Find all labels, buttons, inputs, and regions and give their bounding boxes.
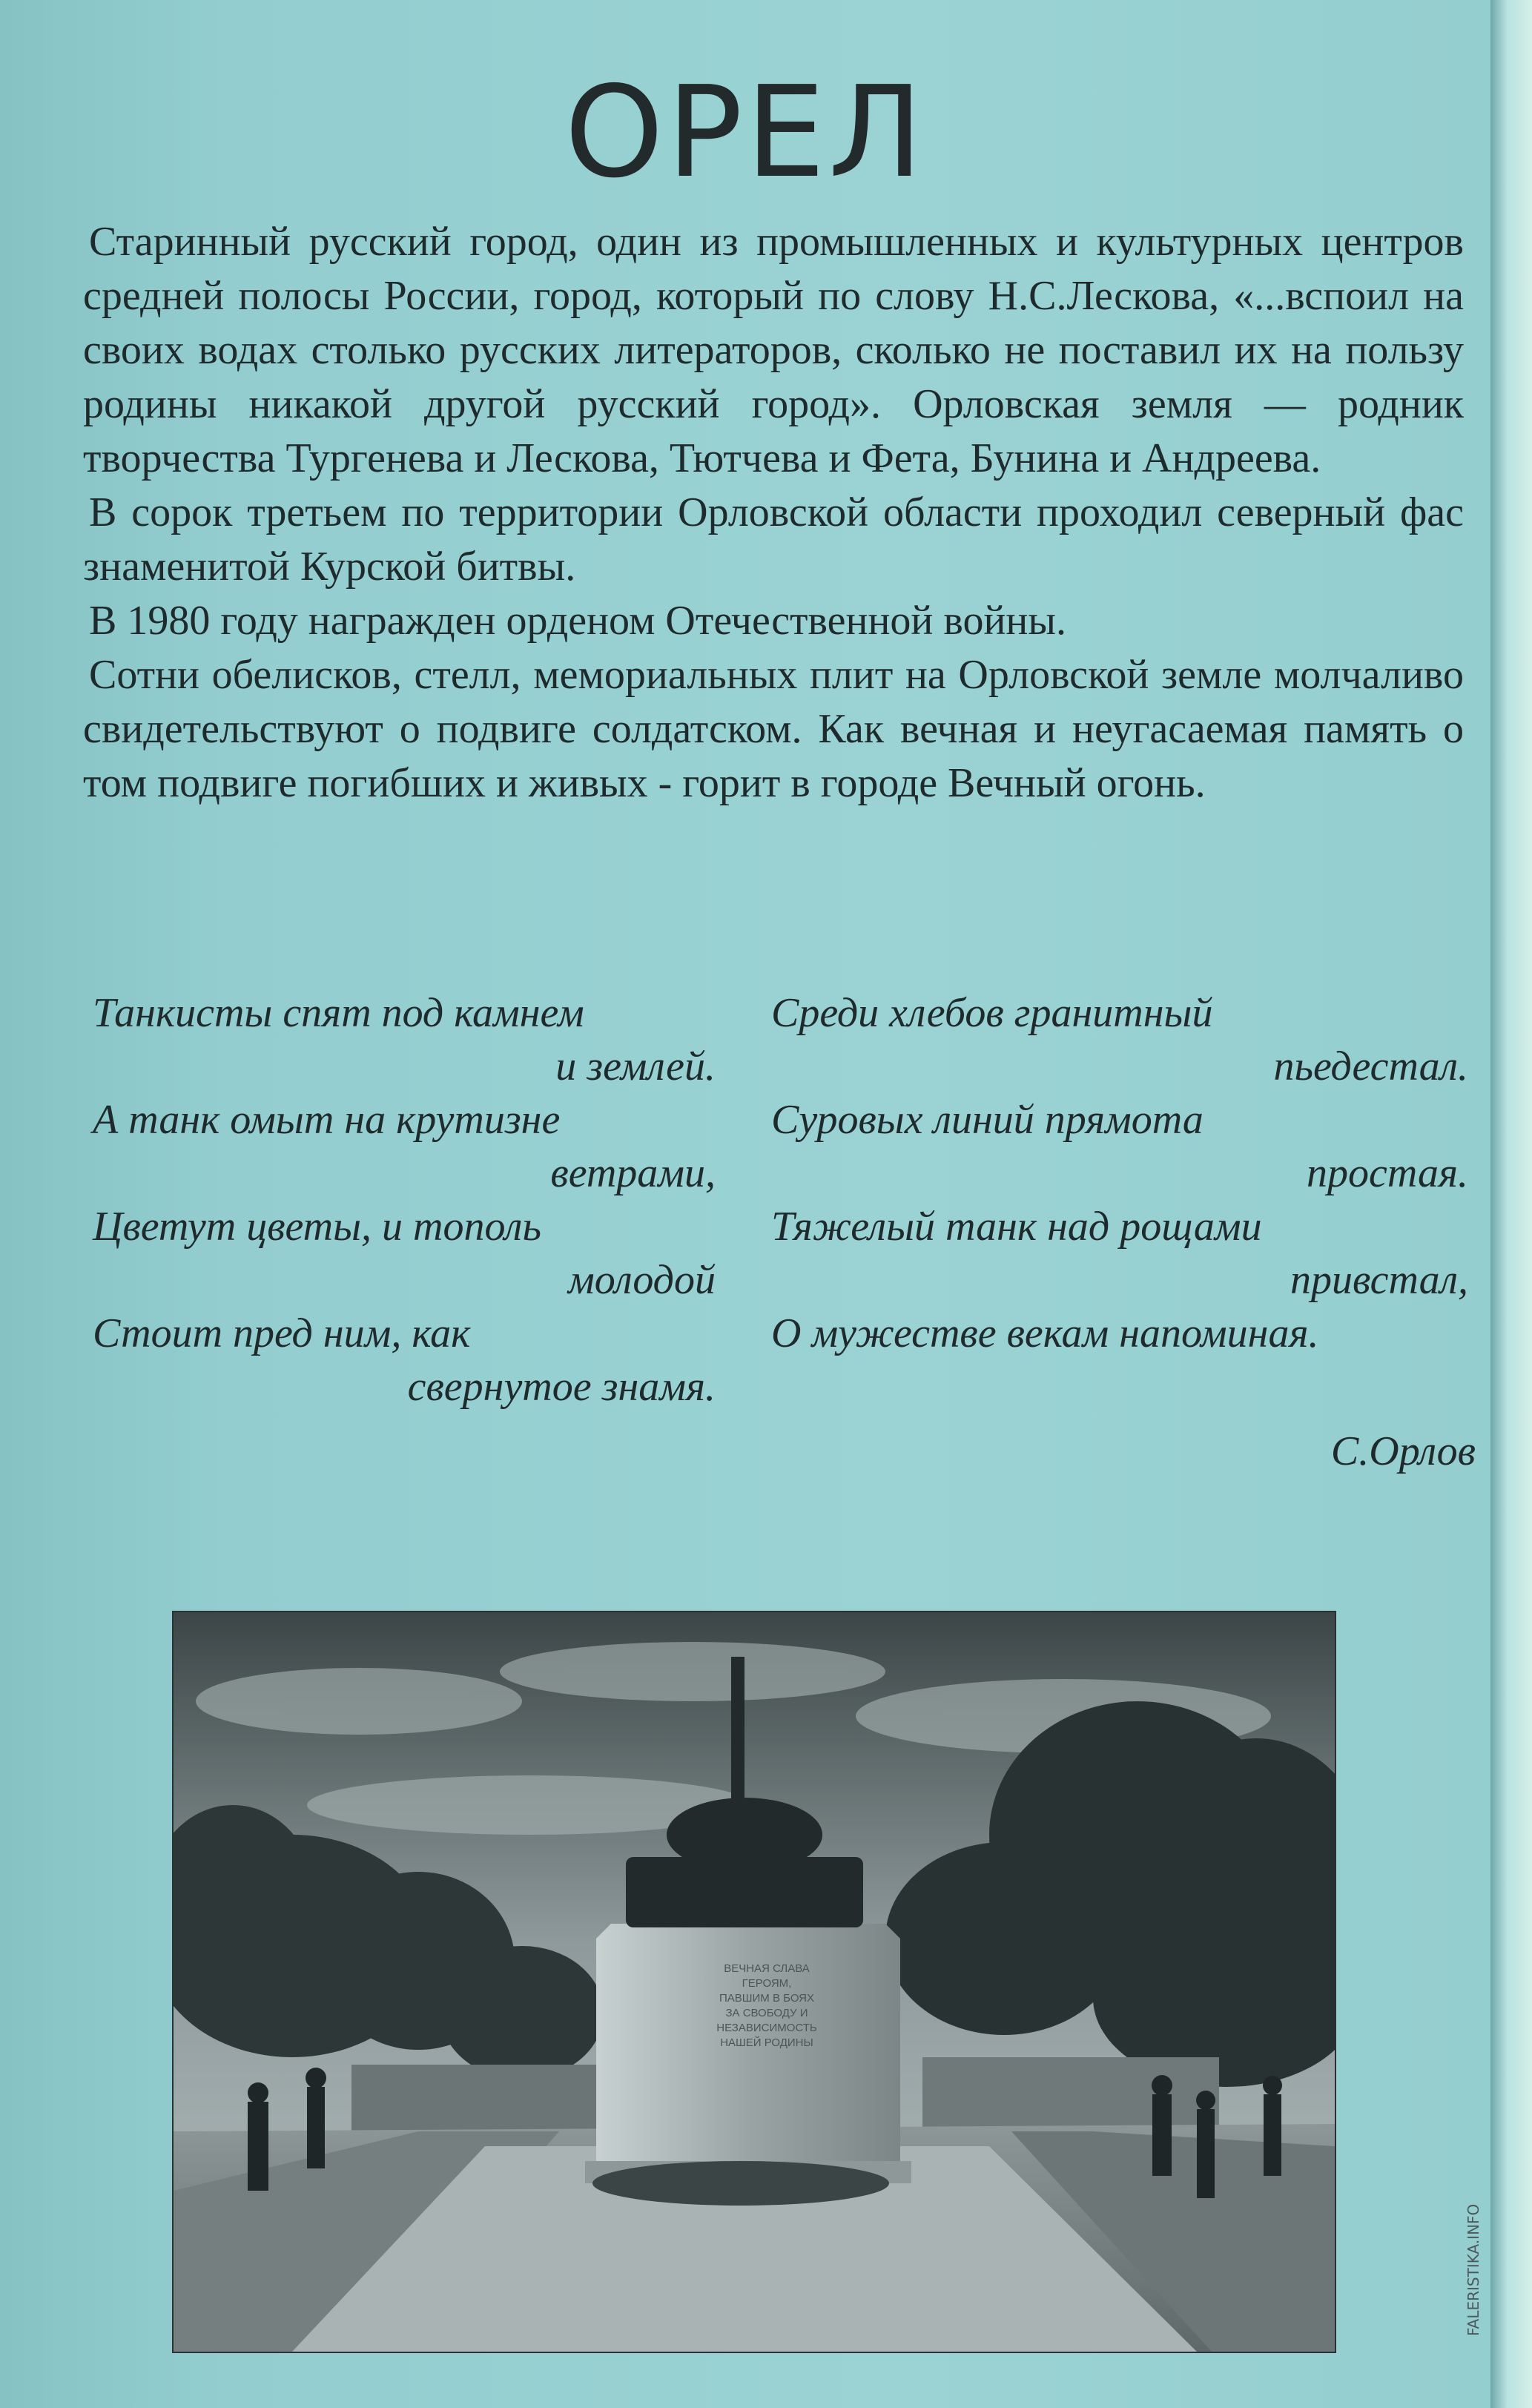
flower-bed <box>592 2161 889 2206</box>
poem-line: Цветут цветы, и тополь <box>93 1204 541 1250</box>
poem-line: Стоит пред ним, как <box>93 1310 471 1356</box>
monument-photo <box>172 1611 1336 2353</box>
poem-line: А танк омыт на крутизне <box>93 1097 561 1143</box>
poem-line: свернутое знамя. <box>407 1364 716 1410</box>
svg-text:ПАВШИМ В БОЯХ: ПАВШИМ В БОЯХ <box>719 1992 815 2005</box>
svg-text:НАШЕЙ РОДИНЫ: НАШЕЙ РОДИНЫ <box>720 2036 813 2049</box>
page-edge <box>1490 0 1532 2408</box>
paragraph-4: Сотни обелисков, стелл, мемориальных плит на Орловской земле молчаливо свидетельствуют о подвиге солдатском. Как вечная и неугасаемая память о том подвиге погибших и живых - горит в городе Вечный огонь. <box>83 652 1464 806</box>
watermark: FALERISTIKA.INFO <box>1465 2203 1482 2336</box>
page-title: ОРЕЛ <box>564 59 926 206</box>
poem-line: Суровых линий прямота <box>771 1097 1204 1143</box>
poem-author: С.Орлов <box>1330 1428 1476 1474</box>
poem-line: простая. <box>1306 1150 1468 1196</box>
paragraph-3: В 1980 году награжден орденом Отечественной войны. <box>89 598 1067 644</box>
svg-text:ЗА СВОБОДУ И: ЗА СВОБОДУ И <box>725 2007 808 2019</box>
intro-text <box>83 215 1464 811</box>
svg-text:ГЕРОЯМ,: ГЕРОЯМ, <box>742 1977 792 1990</box>
poem-line: молодой <box>567 1257 716 1303</box>
poem-line: ветрами, <box>550 1150 716 1196</box>
poem-line: и землей. <box>555 1043 716 1089</box>
svg-text:ВЕЧНАЯ СЛАВА: ВЕЧНАЯ СЛАВА <box>724 1962 810 1975</box>
paragraph-2: В сорок третьем по территории Орловской области проходил северный фас знаменитой Курской битвы. <box>83 489 1464 590</box>
paragraph-1: Старинный русский город, один из промышленных и культурных центров средней полосы России, город, который по слову Н.С.Лескова, «...вспоил на своих водах столько русских литераторов, сколько не поставил их на пользу родины никакой другой русский город». Орловская земля — родник творчества Тургенева и Лескова, Тютчева и Фета, Бунина и Андреева. <box>83 219 1464 481</box>
poem-line: Танкисты спят под камнем <box>93 990 584 1036</box>
poem-line: Тяжелый танк над рощами <box>771 1204 1262 1250</box>
poem-line: пьедестал. <box>1273 1043 1468 1089</box>
poem-line: Среди хлебов гранитный <box>771 990 1213 1036</box>
pedestal <box>596 1924 900 2176</box>
poem-line: О мужестве векам напоминая. <box>771 1310 1319 1356</box>
svg-text:НЕЗАВИСИМОСТЬ: НЕЗАВИСИМОСТЬ <box>716 2022 817 2034</box>
poem-right-column <box>771 986 1468 1360</box>
poem-line: привстал, <box>1290 1257 1468 1303</box>
poem-left-column <box>93 986 716 1414</box>
